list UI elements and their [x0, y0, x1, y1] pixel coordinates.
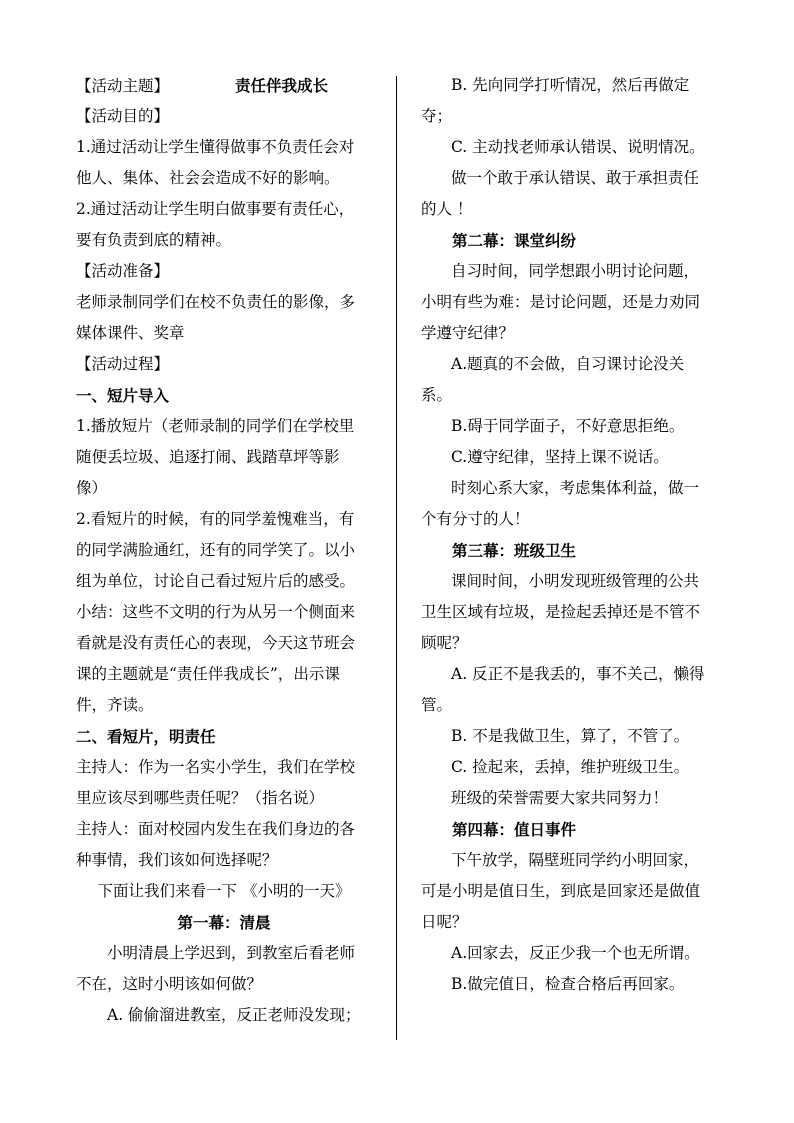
text-line [421, 256, 721, 287]
line-text: 学遵守纪律？ [421, 324, 515, 342]
text-line [76, 256, 372, 287]
text-line [76, 473, 372, 504]
text-line [76, 101, 372, 132]
text-line [421, 349, 721, 380]
line-text: 第一幕：清晨 [177, 913, 271, 932]
line-text: 第二幕：课堂纠纷 [452, 231, 577, 250]
text-line [76, 380, 372, 411]
text-line [421, 70, 721, 101]
line-text: 2.通过活动让学生明白做事要有责任心， [76, 200, 355, 218]
text-line [421, 504, 721, 535]
line-text: A.回家去，反正少我一个也无所谓。 [451, 944, 700, 962]
text-line [421, 225, 721, 256]
text-line [421, 721, 721, 752]
left-column [76, 70, 372, 1031]
line-text: 要有负责到底的精神。 [76, 231, 232, 249]
line-text: 第三幕：班级卫生 [452, 541, 577, 560]
text-line [421, 628, 721, 659]
text-line [421, 163, 721, 194]
document-title: 责任伴我成长 [235, 76, 329, 95]
text-line [421, 380, 721, 411]
text-line [76, 163, 372, 194]
line-text: A.题真的不会做，自习课讨论没关 [451, 355, 685, 373]
text-line [421, 783, 721, 814]
line-text: C. 主动找老师承认错误、说明情况。 [451, 138, 705, 156]
text-line [76, 287, 372, 318]
text-line [421, 690, 721, 721]
text-line [421, 411, 721, 442]
text-line [421, 659, 721, 690]
text-line [76, 752, 372, 783]
line-text: 组为单位，讨论自己看过短片后的感受。 [76, 572, 356, 590]
line-text: 件，齐读。 [76, 696, 154, 714]
line-text: 课的主题就是“责任伴我成长”，出示课 [76, 665, 340, 683]
text-line [421, 442, 721, 473]
line-text: 二、看短片，明责任 [76, 727, 216, 746]
text-line [421, 752, 721, 783]
text-line [421, 969, 721, 1000]
line-text: 卫生区域有垃圾，是捡起丢掉还是不管不 [421, 603, 701, 621]
line-text: 看就是没有责任心的表现，今天这节班会 [76, 634, 356, 652]
line-text: 2.看短片的时候，有的同学羞愧难当，有 [76, 510, 355, 528]
text-line [421, 132, 721, 163]
text-line [76, 535, 372, 566]
text-line [76, 194, 372, 225]
line-text: 自习时间，同学想跟小明讨论问题， [451, 262, 700, 280]
line-text: 下面让我们来看一下 《小明的一天》 [97, 882, 351, 900]
line-text: 1.播放短片（老师录制的同学们在学校里 [76, 417, 355, 435]
text-line [76, 659, 372, 690]
line-text: 不在，这时小明该如何做？ [76, 975, 263, 993]
text-line [76, 442, 372, 473]
text-line [76, 628, 372, 659]
text-line [76, 597, 372, 628]
line-text: B.做完值日，检查合格后再回家。 [451, 975, 685, 993]
line-text: 夺； [421, 107, 453, 125]
line-text: 一、短片导入 [76, 386, 170, 405]
text-line [421, 814, 721, 845]
text-line [421, 566, 721, 597]
line-text: 种事情，我们该如何选择呢？ [76, 851, 278, 869]
line-text: 小结：这些不文明的行为从另一个侧面来 [76, 603, 356, 621]
line-text: 【活动过程】 [76, 355, 170, 373]
text-line [421, 845, 721, 876]
text-line [76, 690, 372, 721]
line-text: 他人、集体、社会会造成不好的影响。 [76, 169, 340, 187]
line-text: 顾呢？ [421, 634, 468, 652]
line-text: 主持人：面对校园内发生在我们身边的各 [76, 820, 356, 838]
text-line [421, 473, 721, 504]
text-line [76, 225, 372, 256]
line-text: 【活动目的】 [76, 107, 170, 125]
text-line [421, 597, 721, 628]
line-text: 小明有些为难：是讨论问题，还是力劝同 [421, 293, 701, 311]
text-line [76, 70, 372, 101]
text-line [421, 938, 721, 969]
line-text: A. 偷偷溜进教室，反正老师没发现； [107, 1006, 361, 1024]
text-line [76, 845, 372, 876]
line-text: 像） [76, 479, 108, 497]
line-text: 媒体课件、奖章 [76, 324, 185, 342]
text-line [76, 132, 372, 163]
text-line [76, 349, 372, 380]
line-text: 的同学满脸通红，还有的同学笑了。以小 [76, 541, 356, 559]
text-line [76, 938, 372, 969]
line-text: 班级的荣誉需要大家共同努力！ [451, 789, 669, 807]
line-text: C. 捡起来，丢掉，维护班级卫生。 [451, 758, 690, 776]
line-text: 个有分寸的人！ [421, 510, 530, 528]
text-line [421, 876, 721, 907]
text-line [421, 101, 721, 132]
right-column [421, 70, 721, 1000]
line-text: 日呢？ [421, 913, 468, 931]
line-text: 随便丢垃圾、追逐打闹、践踏草坪等影 [76, 448, 340, 466]
line-text: 的人 ！ [421, 200, 473, 218]
section-label: 【活动主题】 [76, 77, 170, 95]
text-line [76, 783, 372, 814]
line-text: 系。 [421, 386, 453, 404]
line-text: 可是小明是值日生，到底是回家还是做值 [421, 882, 701, 900]
line-text: 小明清晨上学迟到，到教室后看老师 [107, 944, 356, 962]
line-text: B.碍于同学面子，不好意思拒绝。 [451, 417, 685, 435]
text-line [76, 318, 372, 349]
line-text: 第四幕：值日事件 [452, 820, 577, 839]
text-line [76, 721, 372, 752]
line-text: B. 先向同学打听情况，然后再做定 [451, 76, 690, 94]
text-line [76, 969, 372, 1000]
line-text: B. 不是我做卫生，算了，不管了。 [451, 727, 690, 745]
line-text: 里应该尽到哪些责任呢？（指名说） [76, 789, 325, 807]
line-text: 老师录制同学们在校不负责任的影像，多 [76, 293, 356, 311]
text-line [421, 907, 721, 938]
text-line [421, 194, 721, 225]
line-text: 下午放学，隔壁班同学约小明回家， [451, 851, 700, 869]
line-text: 1.通过活动让学生懂得做事不负责任会对 [76, 138, 355, 156]
line-text: 主持人：作为一名实小学生，我们在学校 [76, 758, 356, 776]
line-text: 课间时间，小明发现班级管理的公共 [451, 572, 700, 590]
text-line [421, 318, 721, 349]
line-text: 【活动准备】 [76, 262, 170, 280]
text-line [76, 876, 372, 907]
line-text: 做一个敢于承认错误、敢于承担责任 [451, 169, 700, 187]
text-line [76, 504, 372, 535]
text-line [76, 814, 372, 845]
line-text: 管。 [421, 696, 453, 714]
line-text: 时刻心系大家，考虑集体利益，做一 [451, 479, 700, 497]
text-line [76, 907, 372, 938]
text-line [76, 566, 372, 597]
text-line [76, 411, 372, 442]
text-line [421, 287, 721, 318]
line-text: A. 反正不是我丢的，事不关己，懒得 [451, 665, 705, 683]
line-text: C.遵守纪律，坚持上课不说话。 [451, 448, 669, 466]
text-line [76, 1000, 372, 1031]
column-divider [396, 76, 397, 1040]
text-line [421, 535, 721, 566]
